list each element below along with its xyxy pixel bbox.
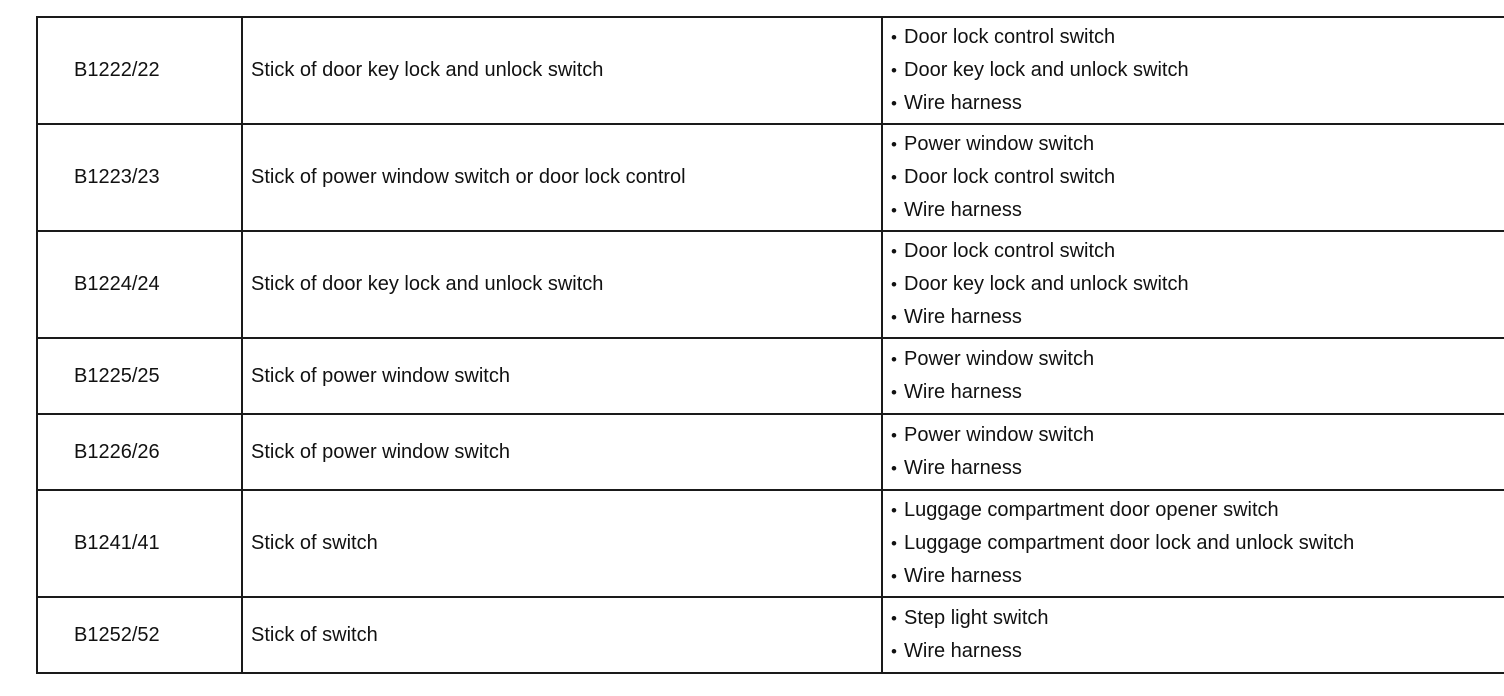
detection-condition: Stick of power window switch xyxy=(242,338,882,414)
dtc-table xyxy=(36,16,1504,674)
trouble-area-item: • Wire harness xyxy=(891,87,1504,120)
trouble-area-item: • Wire harness xyxy=(891,301,1504,334)
table-row xyxy=(37,17,1504,124)
trouble-area-list xyxy=(891,494,1504,593)
detection-condition: Stick of power window switch or door lock control xyxy=(242,124,882,231)
dtc-code: B1241/41 xyxy=(37,490,242,597)
trouble-area-cell xyxy=(882,338,1504,414)
table-row xyxy=(37,124,1504,231)
trouble-area-item: • Luggage compartment door opener switch xyxy=(891,494,1504,527)
detection-condition: Stick of door key lock and unlock switch xyxy=(242,231,882,338)
trouble-area-item: • Wire harness xyxy=(891,452,1504,485)
trouble-area-cell xyxy=(882,490,1504,597)
trouble-area-item: • Door key lock and unlock switch xyxy=(891,54,1504,87)
trouble-area-cell xyxy=(882,231,1504,338)
trouble-area-cell xyxy=(882,124,1504,231)
trouble-area-item: • Wire harness xyxy=(891,560,1504,593)
dtc-code: B1226/26 xyxy=(37,414,242,490)
trouble-area-cell xyxy=(882,414,1504,490)
trouble-area-item: • Door lock control switch xyxy=(891,161,1504,194)
table-row xyxy=(37,490,1504,597)
trouble-area-item: • Door lock control switch xyxy=(891,21,1504,54)
trouble-area-list xyxy=(891,602,1504,668)
table-row xyxy=(37,231,1504,338)
detection-condition: Stick of switch xyxy=(242,490,882,597)
trouble-area-item: • Wire harness xyxy=(891,635,1504,668)
dtc-code: B1224/24 xyxy=(37,231,242,338)
trouble-area-item: • Power window switch xyxy=(891,343,1504,376)
table-row xyxy=(37,414,1504,490)
table-row xyxy=(37,338,1504,414)
trouble-area-cell xyxy=(882,597,1504,673)
detection-condition: Stick of switch xyxy=(242,597,882,673)
detection-condition: Stick of door key lock and unlock switch xyxy=(242,17,882,124)
dtc-code: B1223/23 xyxy=(37,124,242,231)
table-row xyxy=(37,597,1504,673)
dtc-code: B1225/25 xyxy=(37,338,242,414)
trouble-area-cell xyxy=(882,17,1504,124)
trouble-area-list xyxy=(891,419,1504,485)
trouble-area-item: • Power window switch xyxy=(891,419,1504,452)
detection-condition: Stick of power window switch xyxy=(242,414,882,490)
trouble-area-item: • Power window switch xyxy=(891,128,1504,161)
trouble-area-list xyxy=(891,343,1504,409)
trouble-area-item: • Luggage compartment door lock and unlock switch xyxy=(891,527,1504,560)
trouble-area-item: • Wire harness xyxy=(891,194,1504,227)
trouble-area-item: • Door key lock and unlock switch xyxy=(891,268,1504,301)
trouble-area-item: • Wire harness xyxy=(891,376,1504,409)
trouble-area-list xyxy=(891,21,1504,120)
dtc-code: B1252/52 xyxy=(37,597,242,673)
trouble-area-item: • Step light switch xyxy=(891,602,1504,635)
dtc-code: B1222/22 xyxy=(37,17,242,124)
trouble-area-item: • Door lock control switch xyxy=(891,235,1504,268)
trouble-area-list xyxy=(891,128,1504,227)
trouble-area-list xyxy=(891,235,1504,334)
